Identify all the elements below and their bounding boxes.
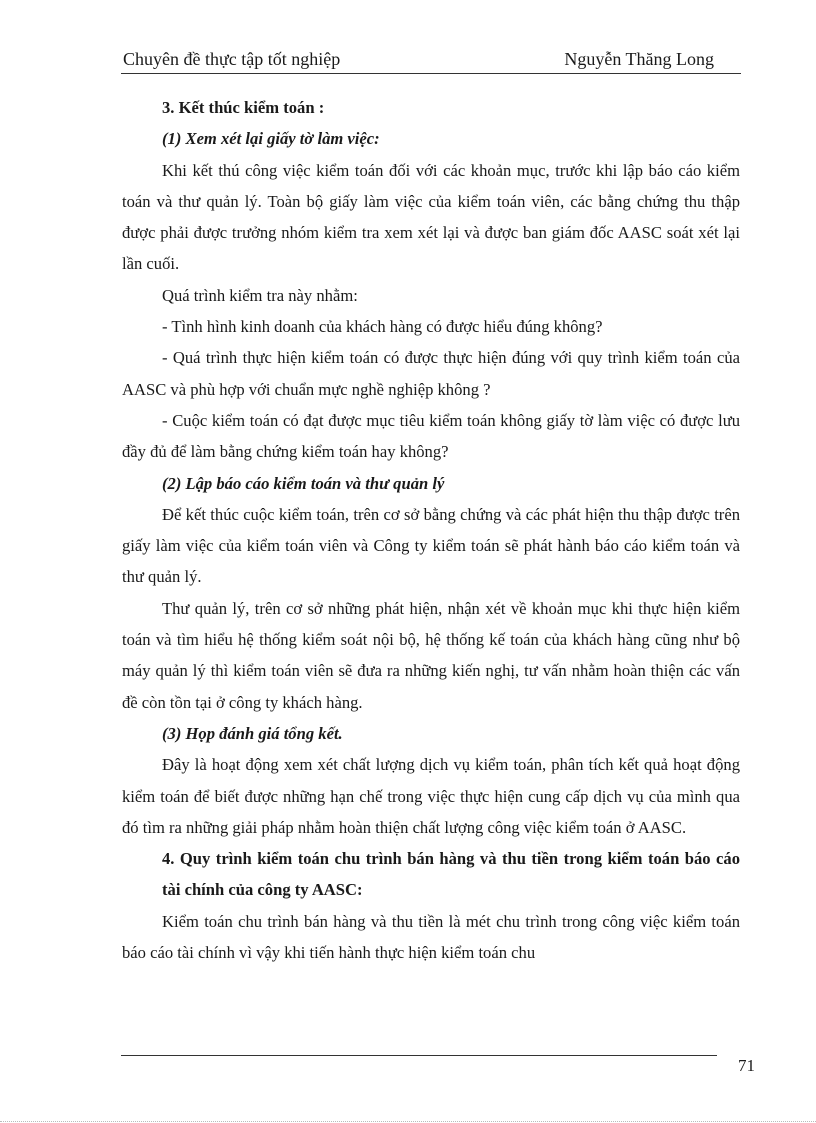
- page-header: [121, 48, 741, 74]
- footer-rule: [121, 1055, 717, 1056]
- page-edge: [0, 1121, 816, 1122]
- paragraph: Kiểm toán chu trình bán hàng và thu tiền là mét chu trình trong công việc kiểm toán báo cáo tài chính vì vậy khi tiến hành thực hiện kiểm toán chu: [122, 911, 740, 963]
- paragraph: Khi kết thú công việc kiểm toán đối với các khoản mục, trước khi lập báo cáo kiểm toán và thư quản lý. Toàn bộ giấy làm việc của kiểm toán viên, các bằng chứng thu thập được phải được trưởng nhóm kiểm tra xem xét lại và được ban giám đốc AASC soát xét lại lần cuối.: [122, 160, 740, 274]
- paragraph: Quá trình kiểm tra này nhằm:: [162, 285, 358, 305]
- paragraph: Để kết thúc cuộc kiểm toán, trên cơ sở bằng chứng và các phát hiện thu thập được trên giấy làm việc của kiểm toán viên và Công ty kiểm toán sẽ phát hành báo cáo kiểm toán và thư quản lý.: [122, 504, 740, 587]
- bullet-item: - Cuộc kiểm toán có đạt được mục tiêu kiểm toán không giấy tờ làm việc có được lưu đầy đủ để làm bằng chứng kiểm toán hay không?: [122, 410, 740, 462]
- bullet-item: - Quá trình thực hiện kiểm toán có được thực hiện đúng với quy trình kiểm toán của AASC và phù hợp với chuẩn mực nghề nghiệp không ?: [122, 348, 740, 399]
- subsection-title-2: (2) Lập báo cáo kiểm toán và thư quản lý: [162, 473, 445, 493]
- paragraph: Đây là hoạt động xem xét chất lượng dịch vụ kiểm toán, phân tích kết quả hoạt động kiểm toán để biết được những hạn chế trong việc thực hiện cung cấp dịch vụ của mình qua đó tìm ra những giải pháp nhằm hoàn thiện chất lượng công việc kiểm toán ở AASC.: [122, 755, 740, 837]
- page-number: 71: [738, 1056, 755, 1075]
- subsection-title-1: (1) Xem xét lại giấy tờ làm việc:: [162, 129, 380, 149]
- section-heading-3: 3. Kết thúc kiểm toán :: [162, 98, 325, 117]
- section-heading-4: 4. Quy trình kiểm toán chu trình bán hàng và thu tiền trong kiểm toán báo cáo tài chính của công ty AASC:: [162, 849, 740, 900]
- header-author: Nguyễn Thăng Long: [564, 49, 714, 69]
- paragraph: Thư quản lý, trên cơ sở những phát hiện, nhận xét về khoản mục khi thực hiện kiểm toán và tìm hiểu hệ thống kiểm soát nội bộ, hệ thống kế toán của khách hàng cũng như bộ máy quản lý thì kiểm toán viên sẽ đưa ra những kiến nghị, tư vấn nhằm hoàn thiện các vấn đề còn tồn tại ở công ty khách hàng.: [122, 598, 740, 712]
- subsection-title-3: (3) Họp đánh giá tổng kết.: [162, 723, 343, 743]
- bullet-item: - Tình hình kinh doanh của khách hàng có được hiểu đúng không?: [162, 317, 603, 337]
- document-body: [122, 92, 740, 968]
- header-title: Chuyên đề thực tập tốt nghiệp: [123, 49, 341, 69]
